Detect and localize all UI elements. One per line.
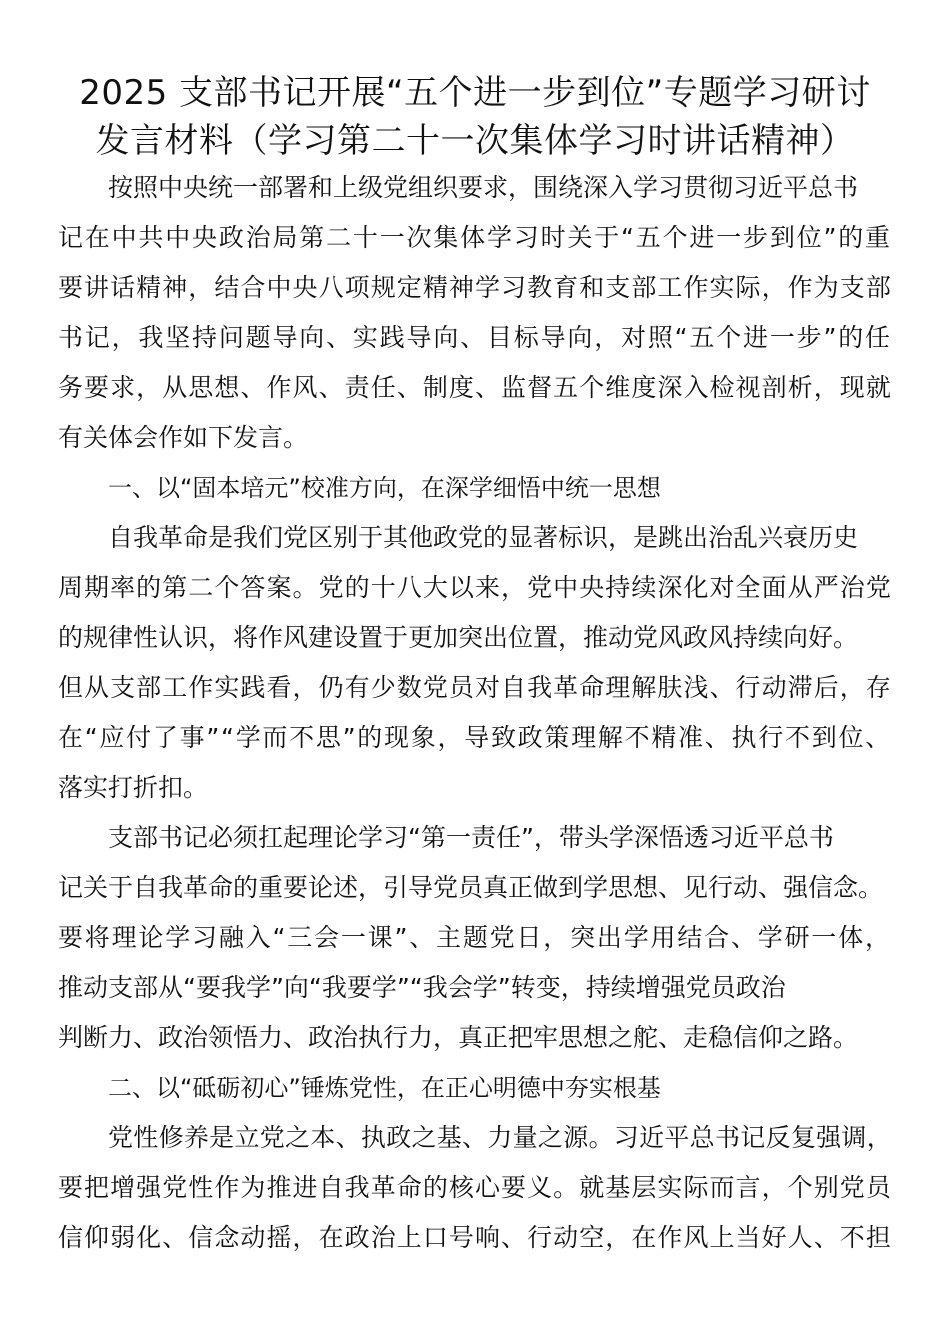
section-2-para-1-line: 党性修养是立党之本、执政之基、力量之源。习近平总书记反复强调， [108, 1123, 892, 1152]
section-2-heading: 二、以“砥砺初心”锤炼党性，在正心明德中夯实根基 [108, 1074, 661, 1102]
section-1-para-1-line: 的规律性认识，将作风建设置于更加突出位置，推动党风政风持续向好。 [58, 623, 859, 652]
document-title-line-2: 发言材料（学习第二十一次集体学习时讲话精神） [95, 121, 855, 161]
section-1-para-2-line: 记关于自我革命的重要论述，引导党员真正做到学思想、见行动、强信念。 [58, 873, 884, 902]
section-1-para-1-line: 周期率的第二个答案。党的十八大以来，党中央持续深化对全面从严治党 [58, 573, 892, 602]
intro-line: 记在中共中央政治局第二十一次集体学习时关于“五个进一步到位”的重 [58, 223, 892, 252]
section-1-para-1-line: 在“应付了事”“学而不思”的现象，导致政策理解不精准、执行不到位、 [58, 723, 892, 752]
section-1-para-1-line: 但从支部工作实践看，仍有少数党员对自我革命理解肤浅、行动滞后，存 [58, 673, 892, 702]
section-1-para-2-line: 判断力、政治领悟力、政治执行力，真正把牢思想之舵、走稳信仰之路。 [58, 1023, 859, 1052]
section-1-para-1-line: 自我革命是我们党区别于其他政党的显著标识，是跳出治乱兴衰历史 [108, 523, 859, 552]
section-1-para-2-line: 支部书记必须扛起理论学习“第一责任”，带头学深悟透习近平总书 [108, 823, 834, 852]
intro-line: 要讲话精神，结合中央八项规定精神学习教育和支部工作实际，作为支部 [58, 273, 892, 302]
intro-line: 务要求，从思想、作风、责任、制度、监督五个维度深入检视剖析，现就 [58, 373, 892, 402]
intro-line: 有关体会作如下发言。 [58, 423, 309, 452]
section-1-heading: 一、以“固本培元”校准方向，在深学细悟中统一思想 [108, 474, 661, 502]
intro-line: 按照中央统一部署和上级党组织要求，围绕深入学习贯彻习近平总书 [108, 173, 859, 202]
section-2-para-1-line: 要把增强党性作为推进自我革命的核心要义。就基层实际而言，个别党员 [58, 1173, 892, 1202]
intro-line: 书记，我坚持问题导向、实践导向、目标导向，对照“五个进一步”的任 [58, 323, 892, 352]
section-1-para-1-line: 落实打折扣。 [58, 773, 209, 802]
section-1-para-2-line: 推动支部从“要我学”向“我要学”“我会学”转变，持续增强党员政治 [58, 973, 786, 1002]
section-2-para-1-line: 信仰弱化、信念动摇，在政治上口号响、行动空，在作风上当好人、不担 [58, 1223, 892, 1252]
section-1-para-2-line: 要将理论学习融入“三会一课”、主题党日，突出学用结合、学研一体， [58, 923, 892, 952]
document-title-line-1: 2025 支部书记开展“五个进一步到位”专题学习研讨 [79, 73, 871, 113]
